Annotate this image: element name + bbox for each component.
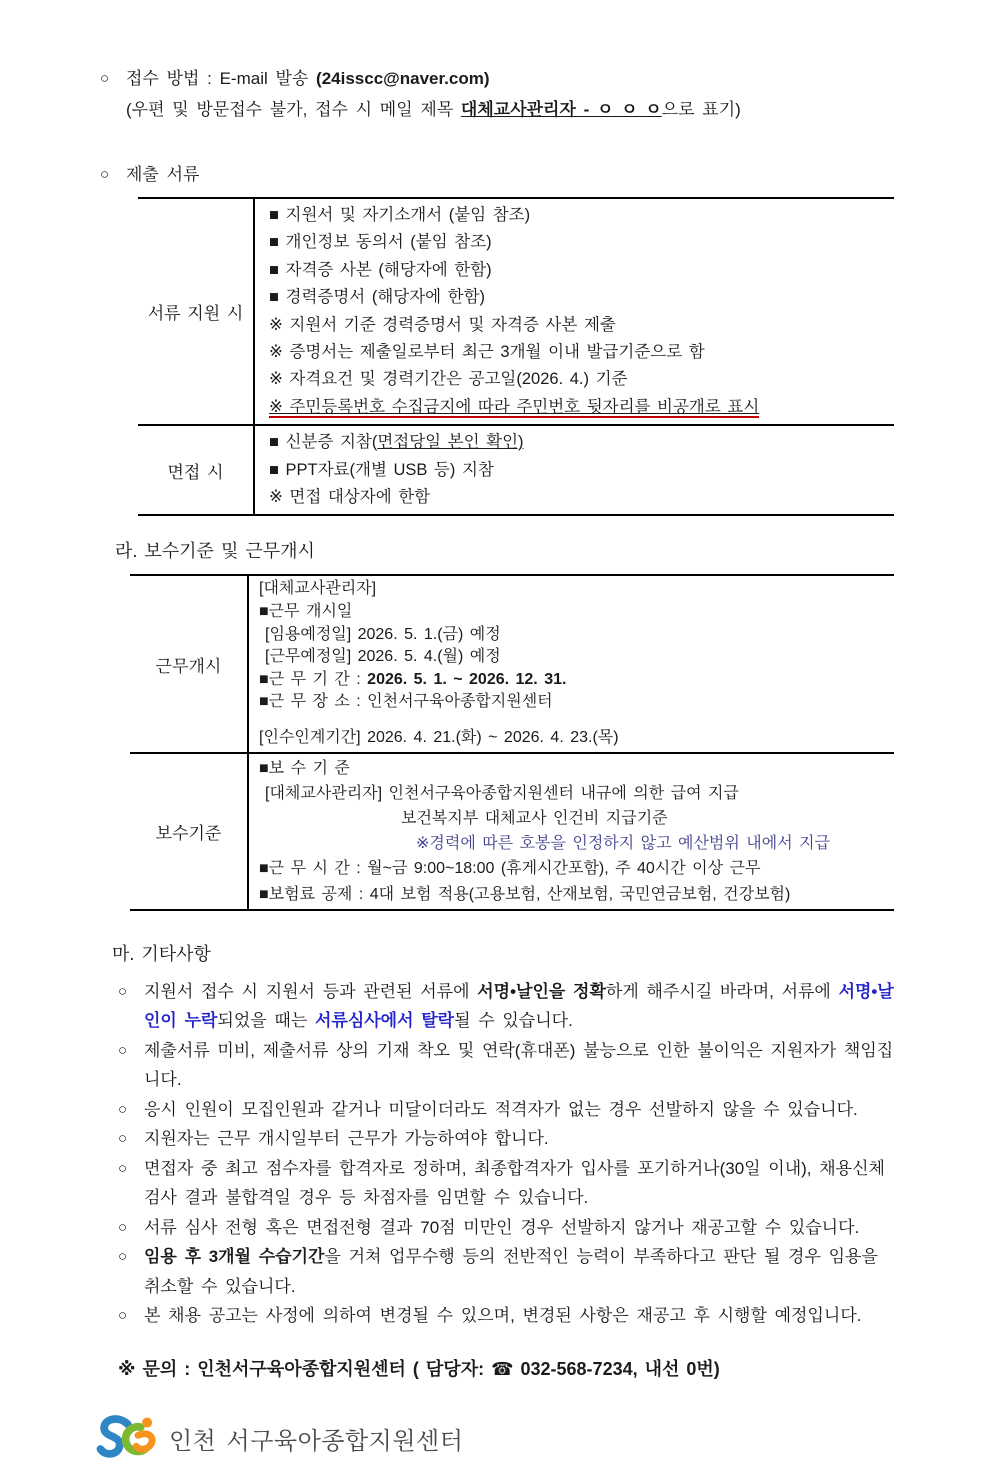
row-header: 보수기준 <box>130 754 249 909</box>
circle-bullet: ○ <box>118 1041 128 1059</box>
text-segment: 지원서 접수 시 지원서 등과 관련된 서류에 <box>144 981 478 1001</box>
text-segment: 접수 방법 : E-mail 발송 <box>126 69 317 88</box>
row-header: 근무개시 <box>130 576 249 751</box>
text-line <box>259 624 890 647</box>
table-row <box>130 754 894 911</box>
text-segment: [대체교사관리자] <box>259 580 377 598</box>
circle-bullet: ○ <box>100 70 110 87</box>
text-segment: [인수인계기간] 2026. 4. 21.(화) ~ 2026. 4. 23.(목) <box>259 729 619 747</box>
text-segment: ※ 면접 대상자에 한함 <box>269 488 431 507</box>
text-line <box>259 646 890 669</box>
text-segment: ■ 자격증 사본 (해당자에 한함) <box>269 260 492 279</box>
text-line <box>259 601 890 624</box>
text-segment: 하게 해주시길 바라며, 서류에 <box>605 981 839 1001</box>
text-line <box>259 882 890 907</box>
list-item <box>118 1036 900 1095</box>
contact-line <box>118 1355 900 1383</box>
text-segment: ■ 개인정보 동의서 (붙임 참조) <box>269 233 492 252</box>
reception-note-row <box>100 95 900 124</box>
text-line <box>269 284 890 311</box>
text-segment: ■근 무 시 간 : 월~금 9:00~18:00 (휴게시간포함), 주 40시간 이상 근무 <box>259 860 761 878</box>
circle-bullet: ○ <box>118 1159 128 1177</box>
text-segment: 본 채용 공고는 사정에 의하여 변경될 수 있으며, 변경된 사항은 재공고 후 시행할 예정입니다. <box>144 1306 862 1326</box>
list-item-text <box>144 977 900 1036</box>
table-row <box>130 576 894 753</box>
row-content <box>255 199 894 424</box>
list-item <box>118 1124 900 1154</box>
footer <box>95 1413 900 1465</box>
reception-method-line <box>126 64 900 93</box>
reception-section <box>100 64 900 124</box>
list-item-text <box>144 1036 900 1095</box>
text-segment: ■근 무 장 소 : 인천서구육아종합지원센터 <box>259 693 553 711</box>
section-heading-ma: 마. 기타사항 <box>112 943 211 964</box>
reception-note-line <box>126 95 900 124</box>
list-item <box>118 1213 900 1243</box>
documents-table <box>138 197 894 516</box>
text-line <box>269 202 890 229</box>
list-item <box>118 1095 900 1125</box>
text-segment: 서명•날인이 누락 <box>144 981 894 1031</box>
text-segment: ※ 증명서는 제출일로부터 최근 3개월 이내 발급기준으로 함 <box>269 343 705 362</box>
work-table <box>130 574 894 910</box>
circle-bullet: ○ <box>100 166 110 183</box>
text-segment: 보건복지부 대체교사 인건비 지급기준 <box>401 810 668 828</box>
text-segment: 서류 심사 전형 혹은 면접전형 결과 70점 미만인 경우 선발하지 않거나 재공고할 수 있습니다. <box>144 1217 860 1237</box>
circle-bullet: ○ <box>118 1218 128 1236</box>
text-segment: 을 거쳐 업무수행 등의 전반적인 능력이 부족하다고 판단 될 경우 임용을 취소할 수 있습니다. <box>144 1247 878 1296</box>
text-segment: 서명•날인을 정확 <box>477 981 606 1001</box>
row-header: 면접 시 <box>138 426 255 514</box>
text-line <box>269 229 890 256</box>
section-heading-ra: 라. 보수기준 및 근무개시 <box>115 541 315 562</box>
text-segment: (24isscc@naver.com) <box>316 69 490 88</box>
text-line <box>269 429 890 456</box>
text-segment: ■보 수 기 준 <box>259 759 350 777</box>
text-line <box>269 484 890 511</box>
text-line <box>259 781 890 806</box>
text-segment: ■근 무 기 간 : <box>259 670 368 688</box>
text-segment: ※ 주민등록번호 수집금지에 따라 주민번호 뒷자리를 비공개로 표시 <box>269 397 760 416</box>
list-item <box>118 1242 900 1301</box>
circle-bullet: ○ <box>118 1130 128 1148</box>
text-segment: 될 수 있습니다. <box>454 1011 573 1031</box>
list-item-text <box>144 1301 900 1331</box>
text-segment: ■ 신분증 지참( <box>269 433 378 452</box>
list-item-text <box>144 1242 900 1301</box>
text-line <box>269 457 890 484</box>
text-line <box>259 831 890 856</box>
row-content <box>255 426 894 514</box>
text-segment: ■ 지원서 및 자기소개서 (붙임 참조) <box>269 206 531 224</box>
text-line <box>259 756 890 781</box>
circle-bullet: ○ <box>118 982 128 1000</box>
text-segment: (우편 및 방문접수 불가, 접수 시 메일 제목 <box>126 100 461 119</box>
text-segment: [임용예정일] 2026. 5. 1.(금) 예정 <box>265 625 501 643</box>
text-line <box>259 806 890 831</box>
list-item <box>118 1301 900 1331</box>
text-segment: [근무예정일] 2026. 5. 4.(월) 예정 <box>265 648 501 666</box>
text-line <box>259 669 890 692</box>
center-logo-icon <box>95 1413 159 1465</box>
text-segment: ※ 지원서 기준 경력증명서 및 자격증 사본 제출 <box>269 315 616 334</box>
text-segment: ※ 문의 : 인천서구육아종합지원센터 ( 담당자: ☎ 032-568-7234, 내선 0번) <box>118 1358 720 1379</box>
text-segment: 서류심사에서 탈락 <box>314 1011 455 1031</box>
circle-bullet: ○ <box>118 1100 128 1118</box>
row-header: 서류 지원 시 <box>138 199 255 424</box>
list-item <box>118 977 900 1036</box>
documents-heading: 제출 서류 <box>126 165 200 184</box>
table-row <box>138 426 894 516</box>
text-segment: 되었을 때는 <box>217 1011 315 1031</box>
text-segment: ※ 자격요건 및 경력기간은 공고일(2026. 4.) 기준 <box>269 370 628 389</box>
text-segment: ■보험료 공제 : 4대 보험 적용(고용보험, 산재보험, 국민연금보험, 건강보험) <box>259 885 791 903</box>
text-segment: ■ 경력증명서 (해당자에 한함) <box>269 288 486 307</box>
text-segment: ■근무 개시일 <box>259 603 353 621</box>
reception-method-row <box>100 64 900 93</box>
misc-list <box>100 977 900 1331</box>
text-line <box>259 714 890 727</box>
text-segment: 으로 표기) <box>661 100 741 119</box>
list-item-text <box>144 1124 900 1154</box>
text-segment: [대체교사관리자] 인천서구육아종합지원센터 내규에 의한 급여 지급 <box>265 784 739 802</box>
text-segment: 임용 후 3개월 수습기간 <box>144 1247 325 1267</box>
table-row <box>138 199 894 426</box>
text-line <box>259 856 890 881</box>
text-line <box>269 394 890 421</box>
circle-bullet: ○ <box>118 1307 128 1325</box>
row-content <box>249 576 894 751</box>
text-segment: 응시 인원이 모집인원과 같거나 미달이더라도 적격자가 없는 경우 선발하지 않을 수 있습니다. <box>144 1099 858 1119</box>
text-line <box>269 312 890 339</box>
text-line <box>269 257 890 284</box>
org-name: 인천 서구육아종합지원센터 <box>169 1428 464 1456</box>
text-segment: 제출서류 미비, 제출서류 상의 기재 착오 및 연락(휴대폰) 불능으로 인한 불이익은 지원자가 책임집니다. <box>144 1040 894 1090</box>
text-segment: 면접당일 본인 확인) <box>377 433 524 452</box>
text-segment: ※경력에 따른 호봉을 인정하지 않고 예산범위 내에서 지급 <box>416 835 831 853</box>
text-line <box>259 578 890 601</box>
text-segment: 지원자는 근무 개시일부터 근무가 가능하여야 합니다. <box>144 1129 549 1149</box>
text-segment: 2026. 5. 1. ~ 2026. 12. 31. <box>367 670 567 688</box>
list-item <box>118 1154 900 1213</box>
text-line <box>259 727 890 750</box>
list-item-text <box>144 1154 900 1213</box>
documents-heading-row <box>100 160 900 189</box>
text-segment: 면접자 중 최고 점수자를 합격자로 정하며, 최종합격자가 입사를 포기하거나(30일 이내), 채용신체 검사 결과 불합격일 경우 등 차점자를 임면할 수 있습니다. <box>144 1158 885 1208</box>
list-item-text <box>144 1095 900 1125</box>
text-line <box>269 366 890 393</box>
text-line <box>259 691 890 714</box>
text-segment: ■ PPT자료(개별 USB 등) 지참 <box>269 460 494 479</box>
row-content <box>249 754 894 909</box>
circle-bullet: ○ <box>118 1248 128 1266</box>
text-line <box>269 339 890 366</box>
text-segment: 대체교사관리자 - ㅇ ㅇ ㅇ <box>460 100 662 119</box>
list-item-text <box>144 1213 900 1243</box>
